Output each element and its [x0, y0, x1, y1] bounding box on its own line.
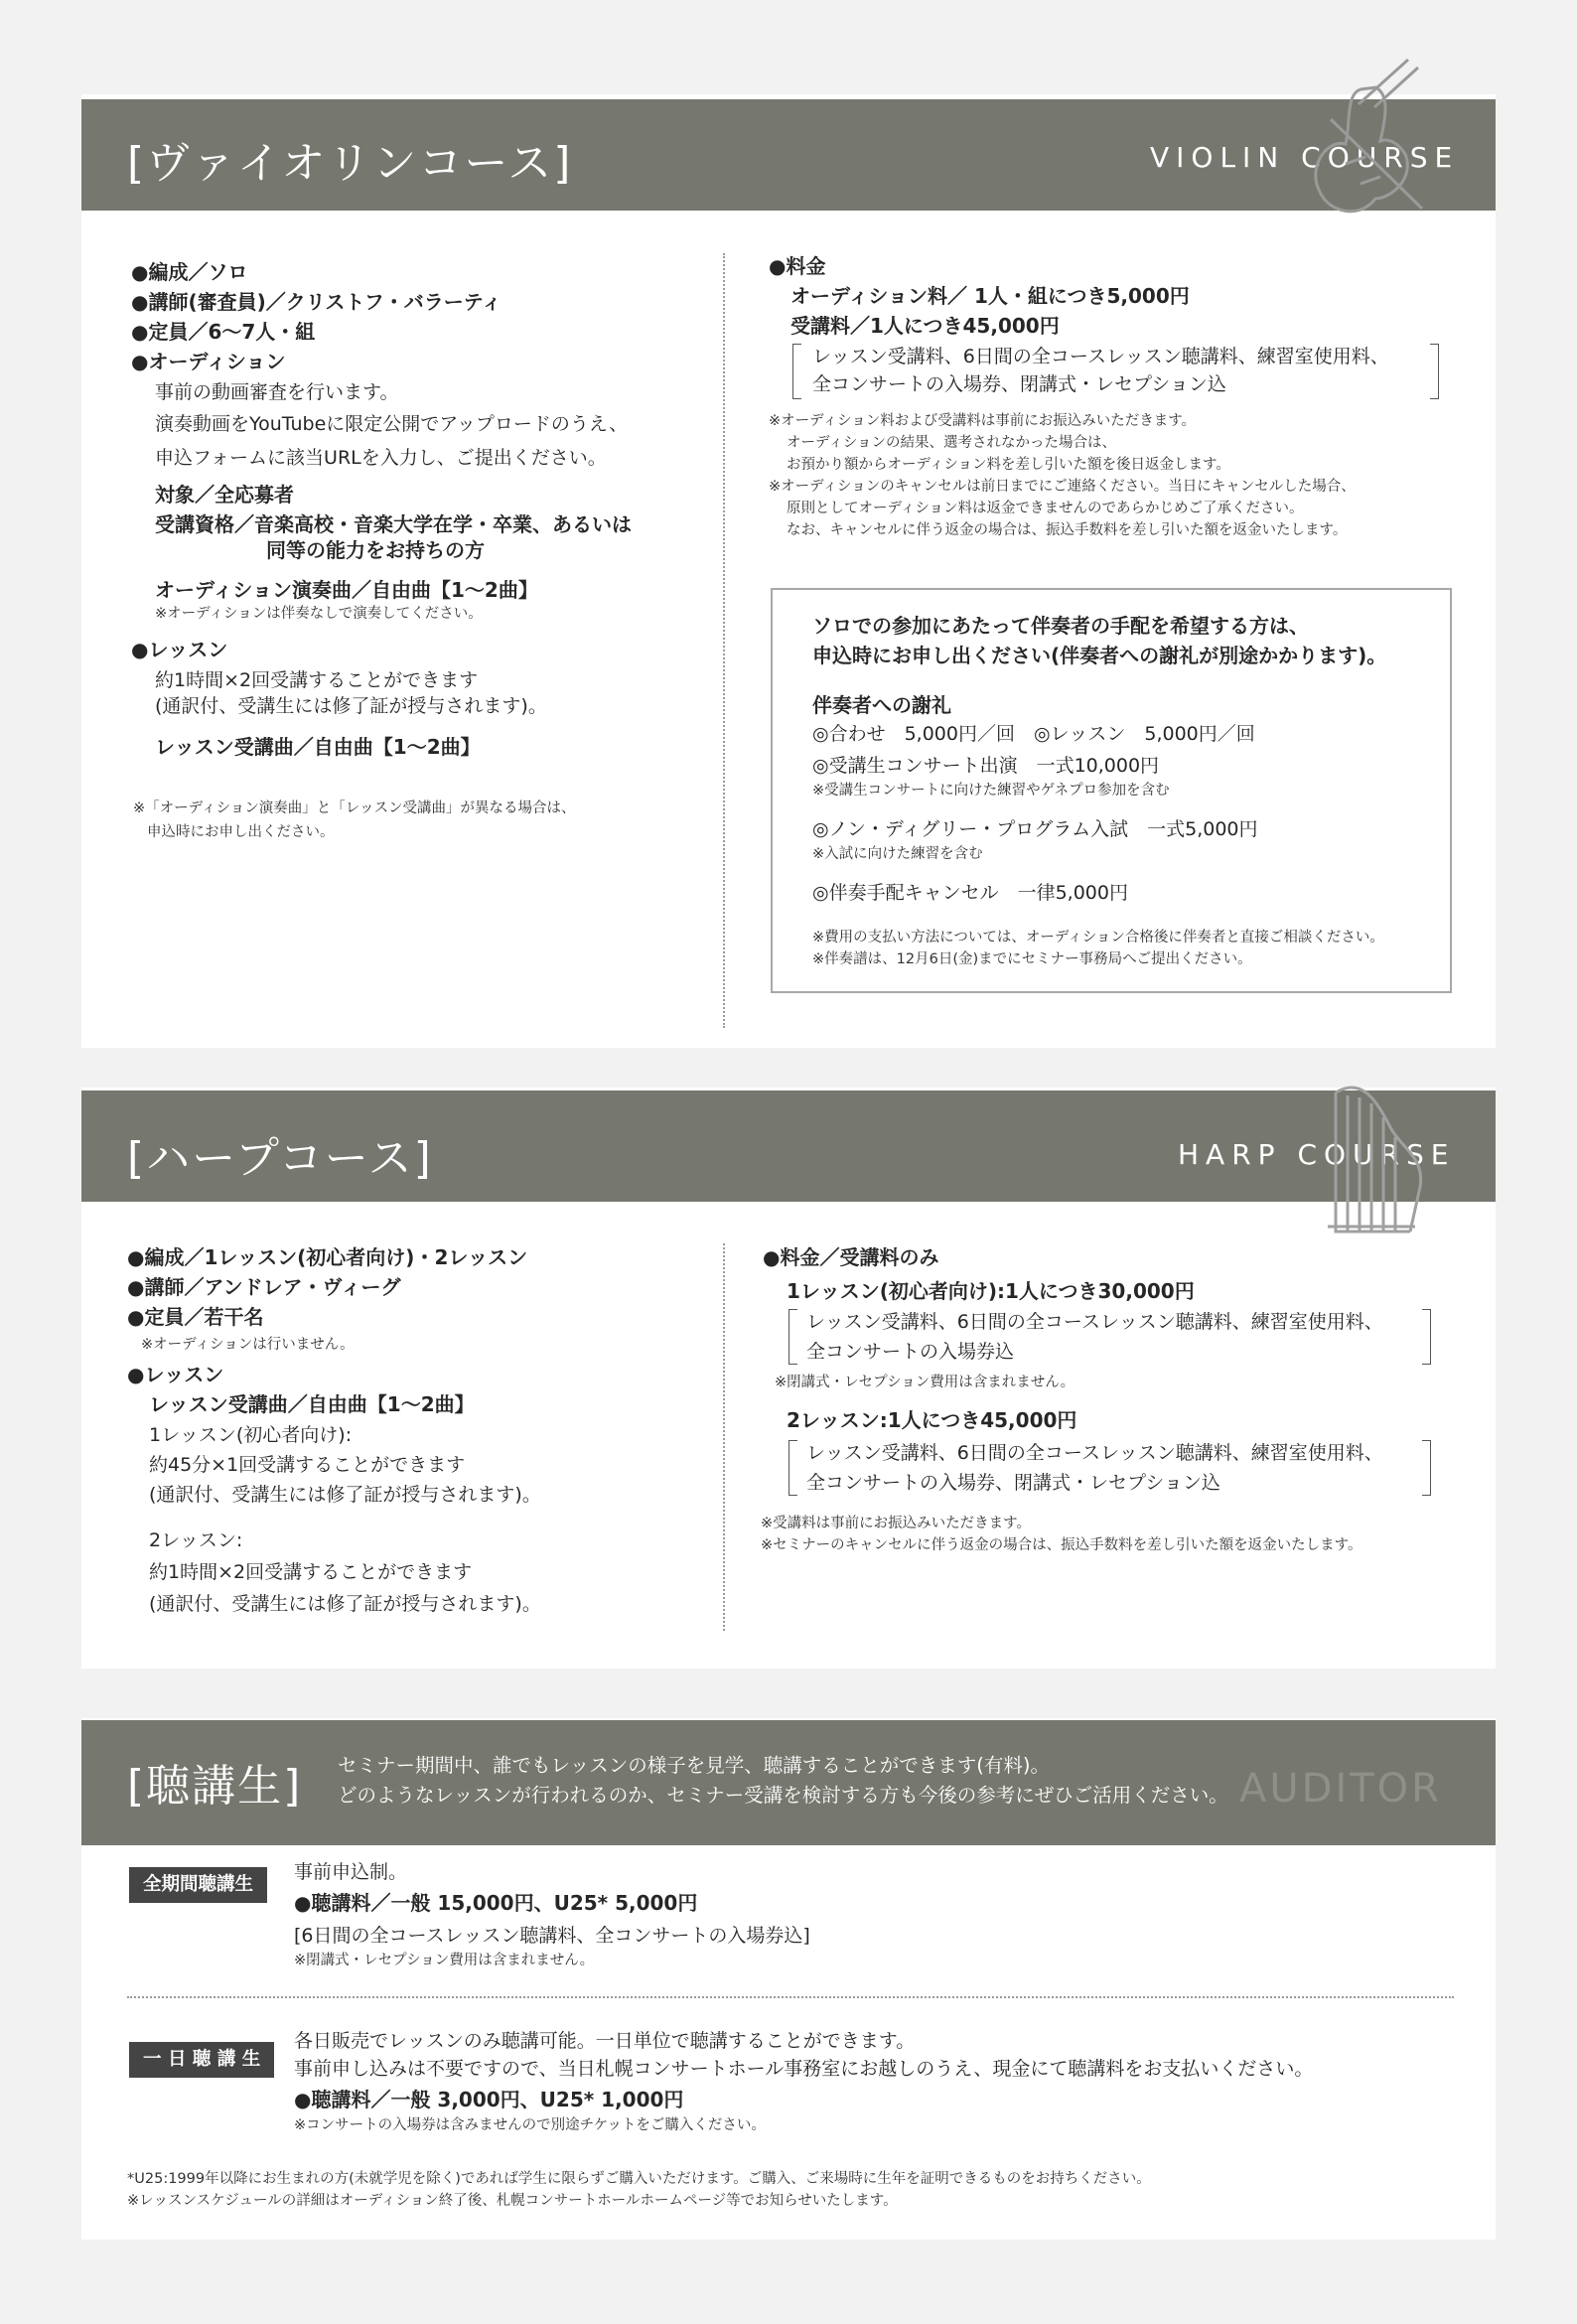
- harp-fee-lesson2: 2レッスン:1人につき45,000円: [787, 1408, 1077, 1432]
- accompanist-fee-exam: ◎ノン・ディグリー・プログラム入試 一式5,000円: [812, 818, 1258, 840]
- auditor-title: [聴講生]: [127, 1761, 303, 1812]
- full-period-includes: [6日間の全コースレッスン聴講料、全コンサートの入場券込]: [294, 1925, 810, 1947]
- harp-lesson-heading: ●レッスン: [127, 1363, 224, 1386]
- violin-fee-heading: ●料金: [769, 254, 826, 278]
- harp-fee-note-2: ※セミナーのキャンセルに伴う返金の場合は、振込手数料を差し引いた額を返金いたします。: [761, 1537, 1362, 1553]
- accompanist-note-2: ※伴奏譜は、12月6日(金)までにセミナー事務局へご提出ください。: [812, 951, 1252, 967]
- violin-formation: ●編成／ソロ: [131, 260, 248, 284]
- harp-fee1-note: ※閉講式・レセプション費用は含まれません。: [775, 1375, 1075, 1390]
- harp-instructor: ●講師／アンドレア・ヴィーグ: [127, 1275, 401, 1299]
- harp-fee1-bracket-right: [1422, 1309, 1431, 1365]
- accompanist-fee-rehearsal: ◎合わせ 5,000円／回 ◎レッスン 5,000円／回: [812, 723, 1255, 745]
- violin-fee-bracket-left: [792, 344, 801, 399]
- violin-audition-fee: オーディション料／ 1人・組につき5,000円: [790, 284, 1190, 308]
- violin-icon: [1291, 50, 1440, 248]
- violin-lesson-piece: レッスン受講曲／自由曲【1〜2曲】: [155, 735, 481, 759]
- violin-eligibility-cont: 同等の能力をお持ちの方: [266, 538, 485, 562]
- schedule-note: ※レッスンスケジュールの詳細はオーディション終了後、札幌コンサートホールホームページ等でお知らせいたします。: [127, 2193, 898, 2209]
- accompanist-fee-heading: 伴奏者への謝礼: [812, 693, 951, 717]
- harp-capacity: ●定員／若干名: [127, 1305, 264, 1329]
- violin-fee-bracket-right: [1430, 344, 1439, 399]
- violin-piece-note-2: 申込時にお申し出ください。: [147, 824, 335, 840]
- harp-lesson-piece: レッスン受講曲／自由曲【1〜2曲】: [149, 1392, 475, 1416]
- harp-fee1-includes-1: レッスン受講料、6日間の全コースレッスン聴講料、練習室使用料、: [806, 1311, 1383, 1333]
- harp-lesson2-label: 2レッスン:: [149, 1529, 243, 1551]
- auditor-subtitle-2: どのようなレッスンが行われるのか、セミナー受講を検討する方も今後の参考にぜひご活用ください。: [338, 1784, 1228, 1807]
- harp-fee2-bracket-left: [788, 1440, 797, 1496]
- violin-tuition-fee: 受講料／1人につき45,000円: [790, 314, 1060, 338]
- harp-fee-heading: ●料金／受講料のみ: [763, 1245, 939, 1269]
- harp-lesson2-text-1: 約1時間×2回受講することができます: [149, 1561, 473, 1583]
- one-day-text-1: 各日販売でレッスンのみ聴講可能。一日単位で聴講することができます。: [294, 2030, 916, 2052]
- violin-eligibility: 受講資格／音楽高校・音楽大学在学・卒業、あるいは: [155, 512, 632, 536]
- harp-fee1-bracket-left: [788, 1309, 797, 1365]
- harp-fee-lesson1: 1レッスン(初心者向け):1人につき30,000円: [787, 1279, 1195, 1303]
- violin-audition-heading: ●オーディション: [131, 350, 286, 373]
- violin-title: [ヴァイオリンコース]: [127, 138, 573, 189]
- harp-formation: ●編成／1レッスン(初心者向け)・2レッスン: [127, 1245, 528, 1269]
- violin-title-en: VIOLIN COURSE: [1150, 141, 1460, 174]
- auditor-title-en: AUDITOR: [1239, 1766, 1442, 1812]
- violin-audition-text-2: 演奏動画をYouTubeに限定公開でアップロードのうえ、: [155, 413, 629, 435]
- violin-fee-includes-1: レッスン受講料、6日間の全コースレッスン聴講料、練習室使用料、: [812, 346, 1389, 367]
- harp-lesson1-text-2: (通訳付、受講生には修了証が授与されます)。: [149, 1484, 541, 1506]
- harp-fee2-includes-1: レッスン受講料、6日間の全コースレッスン聴講料、練習室使用料、: [806, 1442, 1383, 1464]
- full-period-text-1: 事前申込制。: [294, 1861, 408, 1883]
- violin-fee-note-1: ※オーディション料および受講料は事前にお振込みいただきます。: [769, 413, 1197, 429]
- one-day-fee: ●聴講料／一般 3,000円、U25* 1,000円: [294, 2088, 684, 2111]
- violin-lesson-text-1: 約1時間×2回受講することができます: [155, 669, 479, 691]
- violin-audition-text-3: 申込フォームに該当URLを入力し、ご提出ください。: [155, 447, 607, 469]
- accompanist-note-1: ※費用の支払い方法については、オーディション合格後に伴奏者と直接ご相談ください。: [812, 930, 1384, 945]
- full-period-fee: ●聴講料／一般 15,000円、U25* 5,000円: [294, 1891, 698, 1915]
- violin-lesson-heading: ●レッスン: [131, 638, 228, 661]
- violin-fee-note-3: お預かり額からオーディション料を差し引いた額を後日返金します。: [787, 457, 1230, 473]
- violin-fee-note-6: なお、キャンセルに伴う返金の場合は、振込手数料を差し引いた額を返金いたします。: [787, 522, 1348, 538]
- accompanist-fee-concert: ◎受講生コンサート出演 一式10,000円: [812, 755, 1160, 777]
- one-day-auditor-tag: 一 日 聴 講 生: [129, 2042, 274, 2078]
- violin-fee-note-4: ※オーディションのキャンセルは前日までにご連絡ください。当日にキャンセルした場合、: [769, 479, 1356, 495]
- auditor-divider: [127, 1996, 1454, 1998]
- violin-fee-note-2: オーディションの結果、選考されなかった場合は、: [787, 435, 1117, 451]
- violin-fee-includes-2: 全コンサートの入場券、閉講式・レセプション込: [812, 373, 1226, 395]
- accompanist-intro-2: 申込時にお申し出ください(伴奏者への謝礼が別途かかります)。: [812, 644, 1387, 667]
- violin-audition-text-1: 事前の動画審査を行います。: [155, 381, 399, 403]
- auditor-subtitle-1: セミナー期間中、誰でもレッスンの様子を見学、聴講することができます(有料)。: [338, 1754, 1051, 1777]
- harp-title: [ハープコース]: [127, 1133, 433, 1184]
- violin-target: 対象／全応募者: [155, 483, 294, 507]
- harp-fee-note-1: ※受講料は事前にお振込みいただきます。: [761, 1516, 1031, 1531]
- accompanist-fee-cancel: ◎伴奏手配キャンセル 一律5,000円: [812, 882, 1128, 904]
- violin-fee-note-5: 原則としてオーディション料は返金できませんのであらかじめご了承ください。: [787, 501, 1304, 516]
- accompanist-fee-concert-note: ※受講生コンサートに向けた練習やゲネプロ参加を含む: [812, 783, 1170, 799]
- harp-lesson1-label: 1レッスン(初心者向け):: [149, 1424, 353, 1446]
- accompanist-intro-1: ソロでの参加にあたって伴奏者の手配を希望する方は、: [812, 614, 1309, 638]
- harp-title-en: HARP COURSE: [1178, 1138, 1456, 1171]
- accompanist-fee-exam-note: ※入試に向けた練習を含む: [812, 846, 983, 862]
- violin-column-divider: [723, 253, 725, 1028]
- violin-audition-piece: オーディション演奏曲／自由曲【1〜2曲】: [155, 578, 538, 602]
- harp-lesson1-text-1: 約45分×1回受講することができます: [149, 1454, 466, 1476]
- violin-lesson-text-2: (通訳付、受講生には修了証が授与されます)。: [155, 695, 547, 717]
- violin-capacity: ●定員／6〜7人・組: [131, 320, 316, 344]
- full-period-auditor-tag: 全期間聴講生: [129, 1867, 267, 1903]
- harp-lesson2-text-2: (通訳付、受講生には修了証が授与されます)。: [149, 1593, 541, 1615]
- one-day-text-2: 事前申し込みは不要ですので、当日札幌コンサートホール事務室にお越しのうえ、現金にて聴講料をお支払いください。: [294, 2058, 1314, 2080]
- u25-note: *U25:1999年以降にお生まれの方(未就学児を除く)であれば学生に限らずご購入いただけます。ご購入、ご来場時に生年を証明できるものをお持ちください。: [127, 2171, 1151, 2187]
- harp-column-divider: [723, 1243, 725, 1631]
- one-day-note: ※コンサートの入場券は含みませんので別途チケットをご購入ください。: [294, 2117, 766, 2133]
- harp-fee1-includes-2: 全コンサートの入場券込: [806, 1341, 1015, 1363]
- harp-no-audition-note: ※オーディションは行いません。: [141, 1337, 355, 1353]
- full-period-note: ※閉講式・レセプション費用は含まれません。: [294, 1953, 595, 1968]
- violin-instructor: ●講師(審査員)／クリストフ・バラーティ: [131, 290, 502, 314]
- violin-piece-note-1: ※「オーディション演奏曲」と「レッスン受講曲」が異なる場合は、: [133, 800, 576, 816]
- harp-fee2-bracket-right: [1422, 1440, 1431, 1496]
- harp-icon: [1316, 1068, 1435, 1241]
- violin-audition-note: ※オーディションは伴奏なしで演奏してください。: [155, 606, 483, 622]
- harp-fee2-includes-2: 全コンサートの入場券、閉講式・レセプション込: [806, 1472, 1220, 1494]
